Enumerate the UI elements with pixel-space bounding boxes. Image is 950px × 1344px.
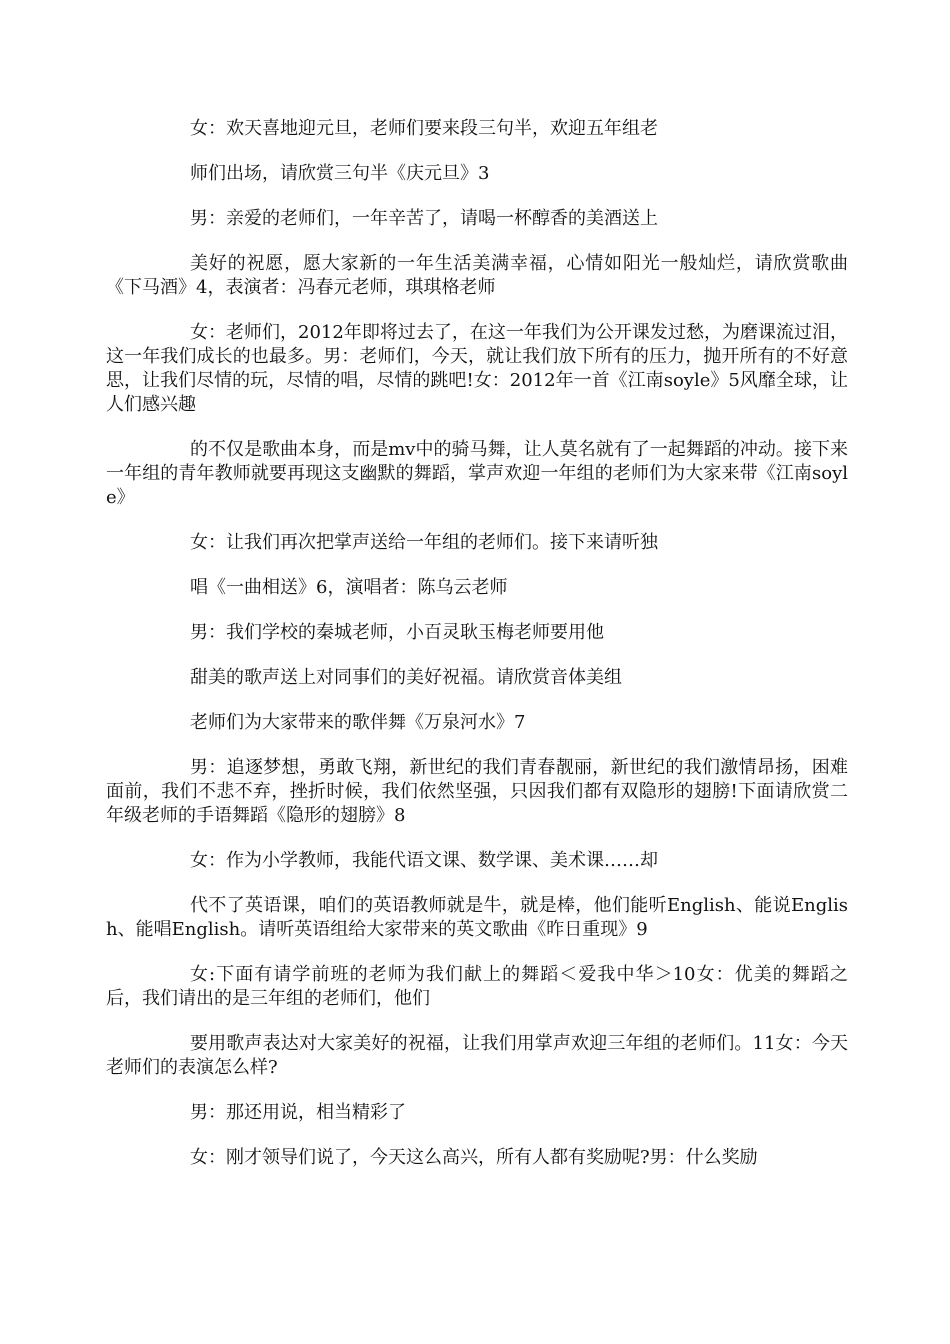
paragraph: 男：追逐梦想，勇敢飞翔，新世纪的我们青春靓丽，新世纪的我们激情昂扬，困难面前，我们不悲不弃，挫折时候，我们依然坚强，只因我们都有双隐形的翅膀!下面请欣赏二年级老师的手语舞蹈《隐形的翅膀》8 xyxy=(106,757,848,826)
paragraph: 男：那还用说，相当精彩了 xyxy=(190,1102,406,1123)
paragraph: 男：亲爱的老师们，一年辛苦了，请喝一杯醇香的美酒送上 xyxy=(190,208,658,229)
paragraph: 的不仅是歌曲本身，而是mv中的骑马舞，让人莫名就有了一起舞蹈的冲动。接下来一年组的青年教师就要再现这支幽默的舞蹈，掌声欢迎一年组的老师们为大家来带《江南soyle》 xyxy=(106,439,848,508)
paragraph: 女：作为小学教师，我能代语文课、数学课、美术课……却 xyxy=(190,850,658,871)
paragraph: 女:下面有请学前班的老师为我们献上的舞蹈＜爱我中华＞10女：优美的舞蹈之后，我们请出的是三年组的老师们，他们 xyxy=(106,964,848,1009)
paragraph: 老师们为大家带来的歌伴舞《万泉河水》7 xyxy=(190,712,526,733)
paragraph: 女：欢天喜地迎元旦，老师们要来段三句半，欢迎五年组老 xyxy=(190,118,658,139)
paragraph: 甜美的歌声送上对同事们的美好祝福。请欣赏音体美组 xyxy=(190,667,622,688)
document-body xyxy=(106,117,848,1191)
paragraph: 代不了英语课，咱们的英语教师就是牛，就是棒，他们能听English、能说English、能唱English。请听英语组给大家带来的英文歌曲《昨日重现》9 xyxy=(106,895,848,940)
paragraph: 女：让我们再次把掌声送给一年组的老师们。接下来请听独 xyxy=(190,532,658,553)
paragraph: 女：老师们，2012年即将过去了，在这一年我们为公开课发过愁，为磨课流过泪，这一年我们成长的也最多。男：老师们，今天，就让我们放下所有的压力，抛开所有的不好意思，让我们尽情的玩，尽情的唱，尽情的跳吧!女：2012年一首《江南soyle》5风靡全球，让人们感兴趣 xyxy=(106,322,848,415)
paragraph: 美好的祝愿，愿大家新的一年生活美满幸福，心情如阳光一般灿烂，请欣赏歌曲《下马酒》4，表演者：冯春元老师，琪琪格老师 xyxy=(106,253,848,298)
paragraph: 女：刚才领导们说了，今天这么高兴，所有人都有奖励呢?男：什么奖励 xyxy=(190,1147,758,1168)
paragraph: 唱《一曲相送》6，演唱者：陈乌云老师 xyxy=(190,577,508,598)
paragraph: 男：我们学校的秦城老师，小百灵耿玉梅老师要用他 xyxy=(190,622,604,643)
paragraph: 师们出场，请欣赏三句半《庆元旦》3 xyxy=(190,163,490,184)
paragraph: 要用歌声表达对大家美好的祝福，让我们用掌声欢迎三年组的老师们。11女：今天老师们的表演怎么样? xyxy=(106,1033,848,1078)
